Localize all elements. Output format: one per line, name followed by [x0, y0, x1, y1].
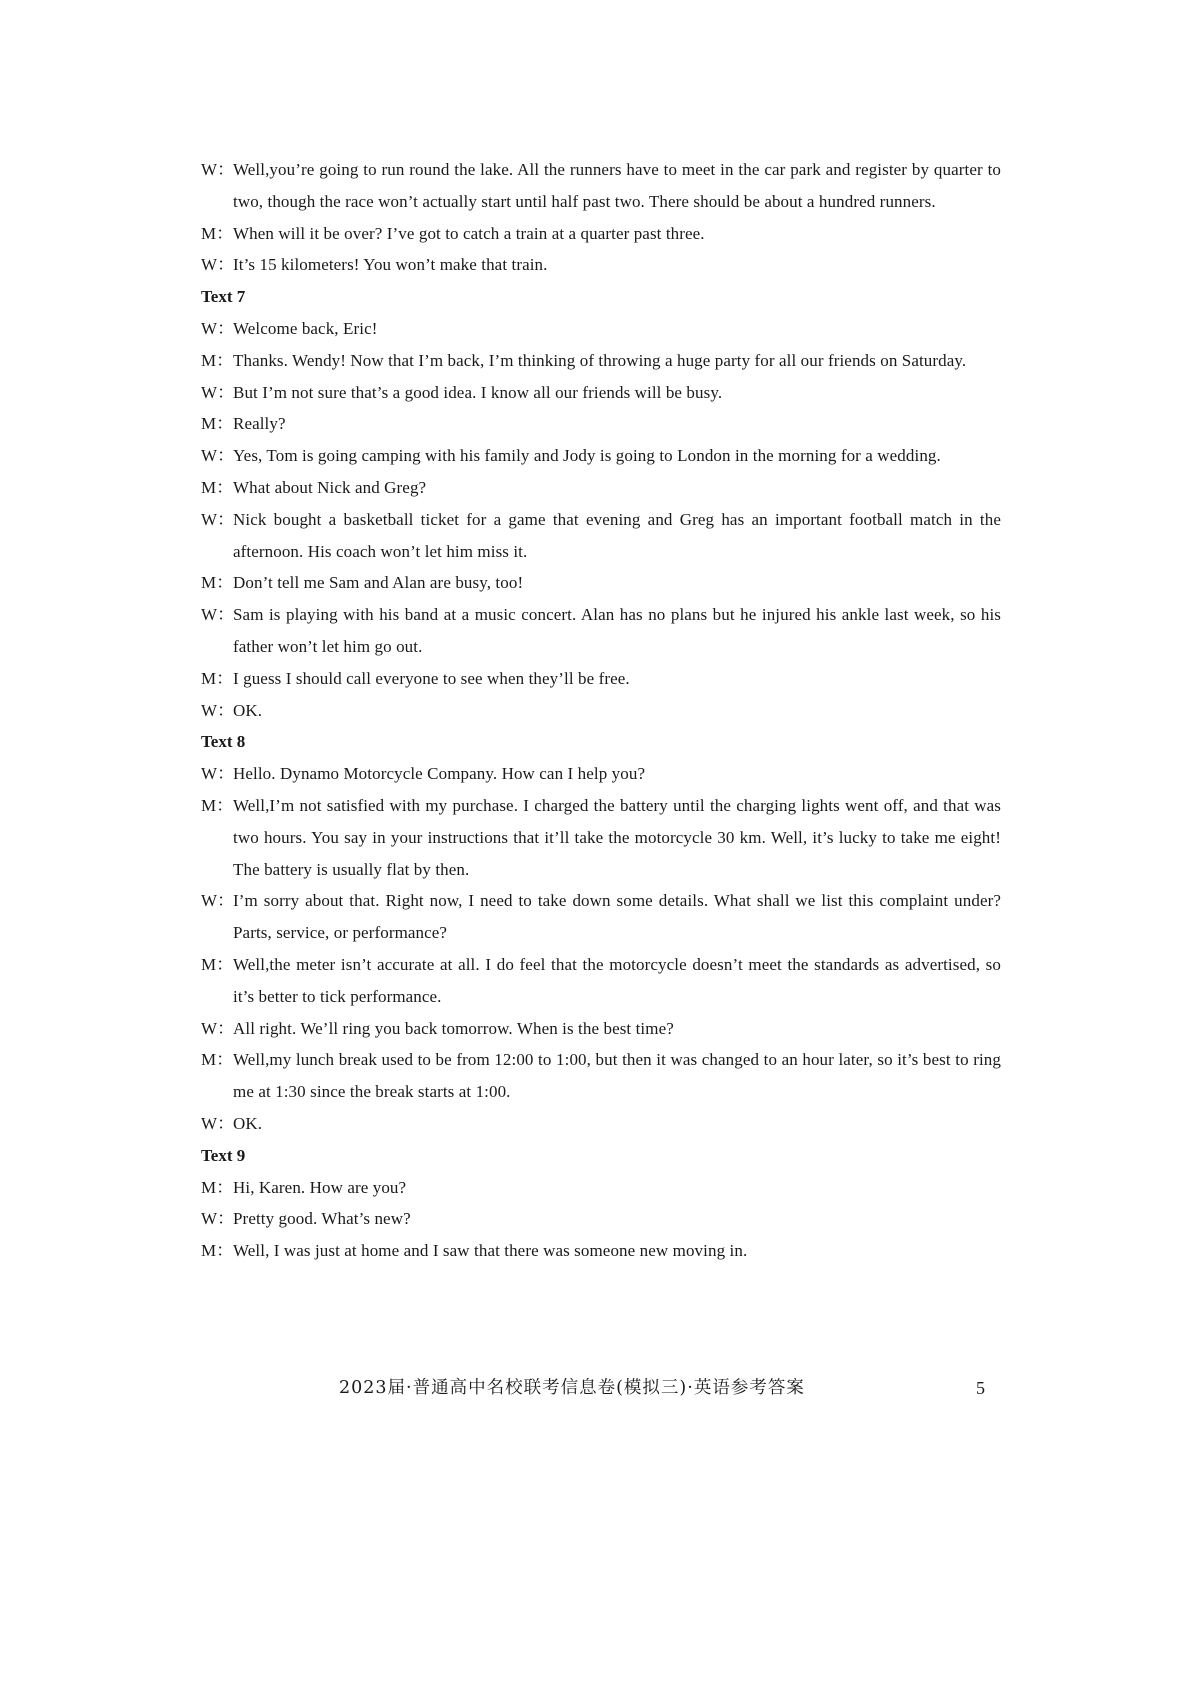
speaker-label: M：	[201, 668, 234, 688]
speaker-label: M：	[201, 795, 234, 815]
speaker-label: M：	[201, 414, 234, 434]
dialogue-text: Thanks. Wendy! Now that I’m back, I’m thinking of throwing a huge party for all our friends on Saturday.	[233, 350, 967, 370]
dialogue-turn	[201, 1235, 1001, 1267]
dialogue-text: I guess I should call everyone to see when they’ll be free.	[233, 668, 630, 688]
speaker-label: M：	[201, 1050, 234, 1070]
dialogue-text: But I’m not sure that’s a good idea. I know all our friends will be busy.	[233, 382, 723, 402]
dialogue-turn	[201, 1203, 1001, 1235]
section-heading: Text 9	[201, 1145, 246, 1165]
dialogue-turn	[201, 249, 1001, 281]
dialogue-text: Well,my lunch break used to be from 12:00 to 1:00, but then it was changed to an hour later, so it’s best to ring me at 1:30 since the break starts at 1:00.	[233, 1050, 1001, 1102]
dialogue-turn	[201, 345, 1001, 377]
dialogue-text: Nick bought a basketball ticket for a game that evening and Greg has an important football match in the afternoon. His coach won’t let him miss it.	[233, 509, 1001, 561]
speaker-label: W：	[201, 891, 235, 911]
dialogue-turn	[201, 663, 1001, 695]
dialogue-turn	[201, 949, 1001, 1013]
speaker-label: M：	[201, 573, 234, 593]
dialogue-text: Hi, Karen. How are you?	[233, 1177, 407, 1197]
dialogue-text: Hello. Dynamo Motorcycle Company. How can I help you?	[233, 764, 646, 784]
speaker-label: W：	[201, 382, 235, 402]
dialogue-turn	[201, 758, 1001, 790]
dialogue-turn	[201, 1108, 1001, 1140]
dialogue-turn	[201, 1044, 1001, 1108]
speaker-label: W：	[201, 700, 235, 720]
dialogue-turn	[201, 695, 1001, 727]
dialogue-text: OK.	[233, 700, 263, 720]
speaker-label: M：	[201, 223, 234, 243]
dialogue-turn	[201, 440, 1001, 472]
speaker-label: M：	[201, 350, 234, 370]
speaker-label: W：	[201, 1113, 235, 1133]
dialogue-text: It’s 15 kilometers! You won’t make that train.	[233, 255, 548, 275]
section-heading: Text 7	[201, 287, 246, 307]
speaker-label: M：	[201, 1241, 234, 1261]
speaker-label: W：	[201, 509, 235, 529]
dialogue-turn	[201, 408, 1001, 440]
dialogue-turn	[201, 313, 1001, 345]
dialogue-text: All right. We’ll ring you back tomorrow. When is the best time?	[233, 1018, 674, 1038]
dialogue-text: Welcome back, Eric!	[233, 318, 378, 338]
dialogue-turn	[201, 504, 1001, 568]
speaker-label: W：	[201, 764, 235, 784]
dialogue-text: Well,I’m not satisfied with my purchase. I charged the battery until the charging lights went off, and that was two hours. You say in your instructions that it’ll take the motorcycle 30 km. Well, it’s lucky to take me eight! The battery is usually flat by then.	[233, 795, 1001, 879]
dialogue-text: Yes, Tom is going camping with his family and Jody is going to London in the morning for a wedding.	[233, 446, 941, 466]
dialogue-text: Sam is playing with his band at a music concert. Alan has no plans but he injured his ankle last week, so his father won’t let him go out.	[233, 605, 1001, 656]
dialogue-text: Well, I was just at home and I saw that there was someone new moving in.	[233, 1241, 748, 1261]
speaker-label: W：	[201, 1209, 235, 1229]
page-number: 5	[976, 1378, 985, 1398]
dialogue-text: Really?	[233, 414, 286, 434]
dialogue-text: What about Nick and Greg?	[233, 477, 427, 497]
speaker-label: W：	[201, 318, 235, 338]
dialogue-turn	[201, 472, 1001, 504]
speaker-label: M：	[201, 954, 234, 974]
dialogue-text: Don’t tell me Sam and Alan are busy, too!	[233, 573, 524, 593]
speaker-label: W：	[201, 605, 235, 625]
speaker-label: W：	[201, 255, 235, 275]
dialogue-text: Well,you’re going to run round the lake. All the runners have to meet in the car park and register by quarter to two, though the race won’t actually start until half past two. There should be about a hundred runners.	[233, 160, 1001, 211]
listening-transcript	[201, 154, 1001, 1267]
dialogue-turn	[201, 567, 1001, 599]
dialogue-text: OK.	[233, 1113, 263, 1133]
dialogue-text: Pretty good. What’s new?	[233, 1209, 411, 1229]
speaker-label: W：	[201, 160, 235, 179]
footer-title: 2023届·普通高中名校联考信息卷(模拟三)·英语参考答案	[339, 1378, 805, 1398]
dialogue-text: I’m sorry about that. Right now, I need to take down some details. What shall we list this complaint under? Parts, service, or performance?	[233, 891, 1001, 943]
speaker-label: M：	[201, 477, 234, 497]
dialogue-turn	[201, 1013, 1001, 1045]
dialogue-turn	[201, 599, 1001, 663]
section-heading: Text 8	[201, 732, 246, 752]
speaker-label: W：	[201, 446, 235, 466]
speaker-label: W：	[201, 1018, 235, 1038]
dialogue-turn	[201, 885, 1001, 949]
speaker-label: M：	[201, 1177, 234, 1197]
dialogue-turn	[201, 377, 1001, 409]
dialogue-turn	[201, 218, 1001, 250]
dialogue-text: When will it be over? I’ve got to catch a train at a quarter past three.	[233, 223, 705, 243]
dialogue-turn	[201, 154, 1001, 218]
dialogue-text: Well,the meter isn’t accurate at all. I do feel that the motorcycle doesn’t meet the standards as advertised, so it’s better to tick performance.	[233, 954, 1001, 1006]
dialogue-turn	[201, 1172, 1001, 1204]
dialogue-turn	[201, 790, 1001, 885]
